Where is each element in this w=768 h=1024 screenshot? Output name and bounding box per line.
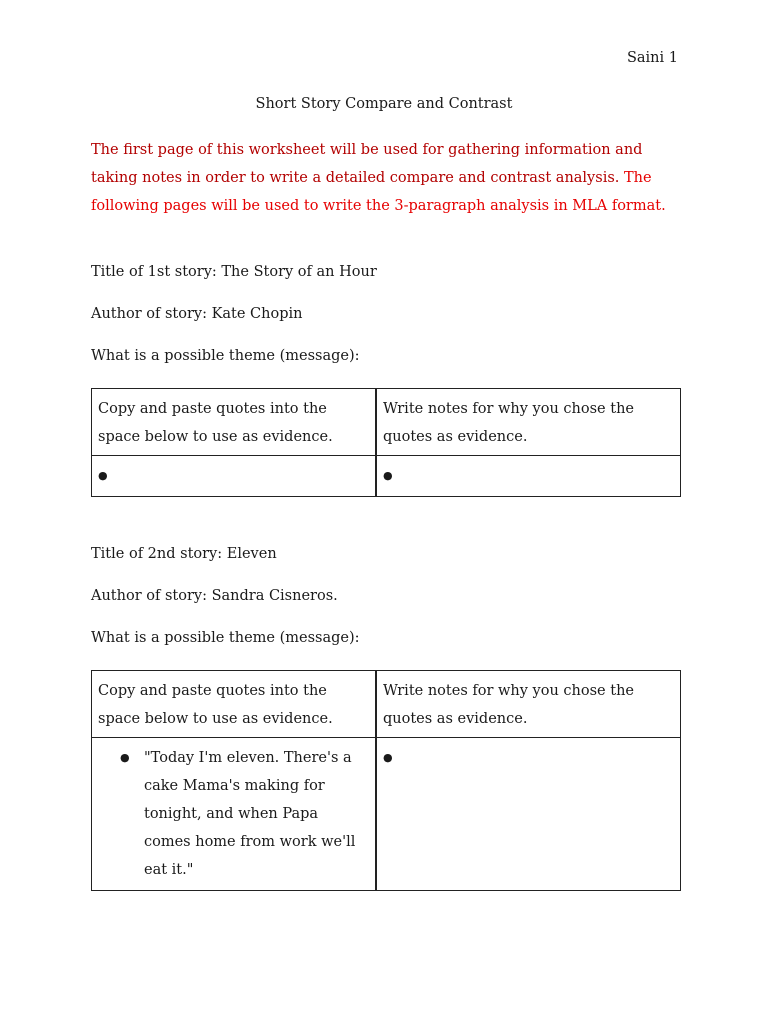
story2-theme-line: What is a possible theme (message): [91, 630, 360, 646]
list-item[interactable] [407, 744, 674, 772]
story1-quote-cell[interactable] [92, 456, 377, 497]
story1-title-line: Title of 1st story: The Story of an Hour [91, 264, 377, 280]
list-item[interactable]: ● "Today I'm eleven. There's a cake Mama's making for tonight, and when Papa comes home from work we'll eat it." [144, 744, 369, 884]
list-item[interactable] [407, 462, 674, 490]
story2-evidence-table [91, 670, 681, 891]
story1-quote-list [98, 462, 369, 490]
list-item[interactable] [122, 462, 369, 490]
story2-col2-header: Write notes for why you chose the quotes as evidence. [376, 671, 681, 738]
story1-col2-header: Write notes for why you chose the quotes as evidence. [376, 389, 681, 456]
story2-note-cell[interactable] [376, 738, 681, 891]
story2-quote-list [98, 744, 369, 884]
table-header-row [92, 389, 681, 456]
intro-text-part1: The first page of this worksheet will be used for gathering information and taking notes in order to write a detailed compare and contrast analysis. [91, 142, 643, 186]
story1-note-cell[interactable] [376, 456, 681, 497]
story1-theme-line: What is a possible theme (message): [91, 348, 360, 364]
story1-col1-header: Copy and paste quotes into the space below to use as evidence. [92, 389, 377, 456]
table-header-row [92, 671, 681, 738]
story1-evidence-table [91, 388, 681, 497]
story2-author-line: Author of story: Sandra Cisneros. [91, 588, 338, 604]
intro-text-part2: The following pages will be used to write the 3-paragraph analysis in MLA format. [91, 170, 666, 214]
page-header-label: Saini 1 [626, 50, 678, 66]
story2-col1-header: Copy and paste quotes into the space below to use as evidence. [92, 671, 377, 738]
story2-quote-cell[interactable] [92, 738, 377, 891]
story1-author-line: Author of story: Kate Chopin [91, 306, 303, 322]
table-row [92, 738, 681, 891]
intro-paragraph [91, 136, 681, 220]
story1-note-list [383, 462, 674, 490]
table-row [92, 456, 681, 497]
page-title: Short Story Compare and Contrast [255, 96, 513, 112]
story2-note-list [383, 744, 674, 772]
story2-title-line: Title of 2nd story: Eleven [91, 546, 277, 562]
